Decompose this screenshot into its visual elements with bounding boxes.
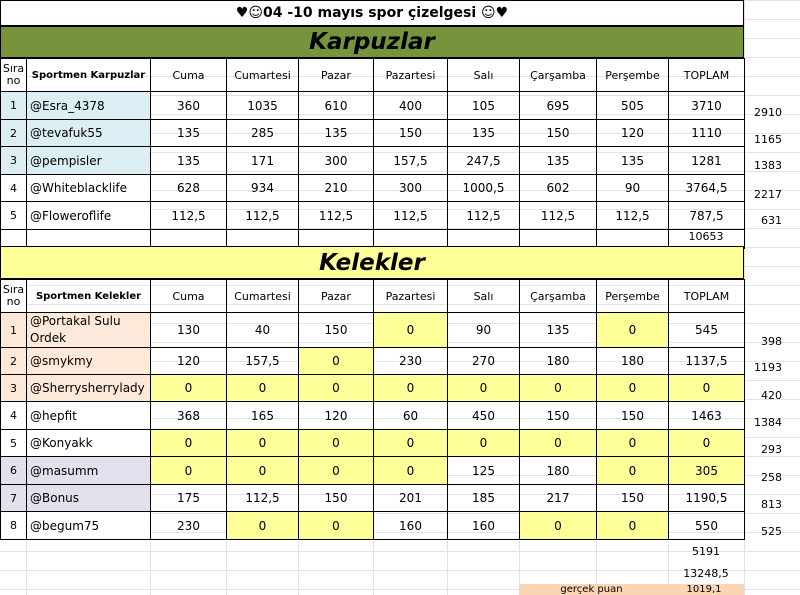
score-cell[interactable]: 185	[448, 485, 520, 512]
table-row	[1, 202, 745, 230]
score-cell[interactable]: 160	[374, 512, 448, 540]
kelekler-header-row	[1, 280, 745, 313]
score-cell[interactable]: 1137,5	[669, 348, 745, 375]
side-value: 1193	[754, 361, 782, 374]
day-header: Cuma	[151, 280, 227, 313]
score-cell[interactable]: 0	[299, 348, 374, 375]
score-cell[interactable]: 150	[520, 402, 597, 430]
score-cell[interactable]: 150	[374, 120, 448, 147]
score-cell[interactable]: 120	[151, 348, 227, 375]
score-cell[interactable]: 112,5	[227, 485, 299, 512]
side-value: 2217	[754, 188, 782, 201]
score-cell[interactable]: 60	[374, 402, 448, 430]
score-cell[interactable]: 610	[299, 92, 374, 120]
sportmen-name: @Whiteblacklife	[27, 175, 151, 202]
day-header: Çarşamba	[520, 59, 597, 92]
score-cell[interactable]: 0	[520, 512, 597, 540]
day-header: Cumartesi	[227, 280, 299, 313]
score-cell[interactable]: 120	[597, 120, 669, 147]
row-number: 3	[1, 375, 27, 402]
score-cell[interactable]: 217	[520, 485, 597, 512]
score-cell[interactable]: 112,5	[151, 202, 227, 230]
table-row	[1, 313, 745, 348]
row-number: 1	[1, 313, 27, 348]
score-cell[interactable]: 0	[597, 512, 669, 540]
score-cell[interactable]: 210	[299, 175, 374, 202]
sportmen-name: @smykmy	[27, 348, 151, 375]
score-cell[interactable]: 0	[448, 375, 520, 402]
side-value: 2910	[754, 106, 782, 119]
table-row	[1, 147, 745, 175]
score-cell[interactable]: 0	[227, 375, 299, 402]
score-cell[interactable]: 0	[151, 375, 227, 402]
sheet-title: ♥☺04 -10 mayıs spor çizelgesi ☺♥	[0, 0, 744, 26]
score-cell[interactable]: 0	[227, 512, 299, 540]
day-header: Cumartesi	[227, 59, 299, 92]
score-cell[interactable]: 1190,5	[669, 485, 745, 512]
score-cell[interactable]: 505	[597, 92, 669, 120]
row-number: 2	[1, 348, 27, 375]
score-cell[interactable]: 695	[520, 92, 597, 120]
score-cell[interactable]: 3764,5	[669, 175, 745, 202]
score-cell[interactable]: 150	[520, 120, 597, 147]
score-cell[interactable]: 0	[597, 313, 669, 348]
score-cell[interactable]: 0	[448, 430, 520, 457]
score-cell[interactable]: 545	[669, 313, 745, 348]
score-cell[interactable]: 1463	[669, 402, 745, 430]
score-cell[interactable]: 0	[597, 430, 669, 457]
sportmen-name: @Konyakk	[27, 430, 151, 457]
score-cell[interactable]: 157,5	[227, 348, 299, 375]
sportmen-name: @pempisler	[27, 147, 151, 175]
sportmen-name: @masumm	[27, 457, 151, 485]
day-header: Pazar	[299, 59, 374, 92]
side-value: 1384	[754, 416, 782, 429]
score-cell[interactable]: 90	[597, 175, 669, 202]
score-cell[interactable]: 0	[374, 375, 448, 402]
karpuzlar-grand-total: 10653	[688, 230, 724, 243]
table-row	[1, 485, 745, 512]
score-cell[interactable]: 135	[448, 120, 520, 147]
score-cell[interactable]: 175	[151, 485, 227, 512]
day-header: Salı	[448, 280, 520, 313]
sportmen-name: @Esra_4378	[27, 92, 151, 120]
score-cell[interactable]: 360	[151, 92, 227, 120]
score-cell[interactable]: 130	[151, 313, 227, 348]
score-cell[interactable]: 602	[520, 175, 597, 202]
score-cell[interactable]: 368	[151, 402, 227, 430]
row-number: 5	[1, 202, 27, 230]
score-cell[interactable]: 180	[597, 348, 669, 375]
row-number: 4	[1, 402, 27, 430]
score-cell[interactable]: 135	[299, 120, 374, 147]
row-number: 2	[1, 120, 27, 147]
day-header: TOPLAM	[669, 59, 745, 92]
score-cell[interactable]: 400	[374, 92, 448, 120]
score-cell[interactable]: 305	[669, 457, 745, 485]
sportmen-name: @hepfit	[27, 402, 151, 430]
score-cell[interactable]: 112,5	[448, 202, 520, 230]
table-row	[1, 375, 745, 402]
day-header: Perşembe	[597, 280, 669, 313]
score-cell[interactable]: 150	[299, 485, 374, 512]
score-cell[interactable]: 125	[448, 457, 520, 485]
score-cell[interactable]: 1000,5	[448, 175, 520, 202]
score-cell[interactable]: 1035	[227, 92, 299, 120]
day-header: Çarşamba	[520, 280, 597, 313]
score-cell[interactable]: 135	[520, 147, 597, 175]
score-cell[interactable]: 628	[151, 175, 227, 202]
karpuzlar-name-header: Sportmen Karpuzlar	[27, 59, 151, 92]
score-cell[interactable]: 150	[597, 485, 669, 512]
karpuzlar-table	[0, 58, 745, 249]
score-cell[interactable]: 3710	[669, 92, 745, 120]
sira-no-header: Sıra no	[1, 280, 27, 313]
row-number: 8	[1, 512, 27, 540]
table-row	[1, 402, 745, 430]
score-cell[interactable]: 0	[669, 430, 745, 457]
score-cell[interactable]: 135	[597, 147, 669, 175]
day-header: Salı	[448, 59, 520, 92]
score-cell[interactable]: 0	[227, 430, 299, 457]
kelekler-band	[0, 246, 744, 279]
side-value: 1165	[754, 133, 782, 146]
score-cell[interactable]: 230	[374, 348, 448, 375]
kelekler-title: Kelekler	[319, 249, 425, 276]
table-row	[1, 430, 745, 457]
score-cell[interactable]: 270	[448, 348, 520, 375]
score-cell[interactable]: 112,5	[374, 202, 448, 230]
score-cell[interactable]: 247,5	[448, 147, 520, 175]
score-cell[interactable]: 0	[299, 375, 374, 402]
side-value: 813	[761, 498, 782, 511]
score-cell[interactable]: 171	[227, 147, 299, 175]
table-row	[1, 120, 745, 147]
row-number: 7	[1, 485, 27, 512]
kelekler-table	[0, 279, 745, 540]
score-cell[interactable]: 450	[448, 402, 520, 430]
day-header: Perşembe	[597, 59, 669, 92]
score-cell[interactable]: 112,5	[597, 202, 669, 230]
score-cell[interactable]: 0	[520, 375, 597, 402]
score-cell[interactable]: 0	[597, 457, 669, 485]
day-header: TOPLAM	[669, 280, 745, 313]
score-cell[interactable]: 550	[669, 512, 745, 540]
score-cell[interactable]: 934	[227, 175, 299, 202]
side-value: 258	[761, 471, 782, 484]
row-number: 5	[1, 430, 27, 457]
table-row	[1, 175, 745, 202]
score-cell[interactable]: 787,5	[669, 202, 745, 230]
score-cell[interactable]: 1281	[669, 147, 745, 175]
table-row	[1, 348, 745, 375]
score-cell[interactable]: 40	[227, 313, 299, 348]
score-cell[interactable]: 300	[374, 175, 448, 202]
score-cell[interactable]: 285	[227, 120, 299, 147]
score-cell[interactable]: 201	[374, 485, 448, 512]
karpuzlar-band	[0, 26, 744, 58]
score-cell[interactable]: 0	[151, 430, 227, 457]
day-header: Cuma	[151, 59, 227, 92]
score-cell[interactable]: 112,5	[299, 202, 374, 230]
karpuzlar-title: Karpuzlar	[309, 29, 435, 55]
score-cell[interactable]: 0	[374, 430, 448, 457]
sportmen-name: @Portakal Sulu Ordek	[27, 313, 151, 348]
score-cell[interactable]: 105	[448, 92, 520, 120]
kelekler-name-header: Sportmen Kelekler	[27, 280, 151, 313]
table-row	[1, 92, 745, 120]
score-cell[interactable]: 0	[374, 457, 448, 485]
score-cell[interactable]: 120	[299, 402, 374, 430]
sportmen-name: @tevafuk55	[27, 120, 151, 147]
day-header: Pazar	[299, 280, 374, 313]
score-cell[interactable]: 0	[374, 313, 448, 348]
score-cell[interactable]: 180	[520, 348, 597, 375]
side-value: 1383	[754, 159, 782, 172]
score-cell[interactable]: 300	[299, 147, 374, 175]
row-number: 3	[1, 147, 27, 175]
score-cell[interactable]: 1110	[669, 120, 745, 147]
day-header: Pazartesi	[374, 59, 448, 92]
score-cell[interactable]: 150	[597, 402, 669, 430]
score-cell[interactable]: 0	[299, 457, 374, 485]
side-value: 420	[761, 389, 782, 402]
gercek-puan-value: 1019,1	[664, 584, 744, 595]
row-number: 1	[1, 92, 27, 120]
score-cell[interactable]: 157,5	[374, 147, 448, 175]
score-cell[interactable]: 0	[669, 375, 745, 402]
score-cell[interactable]: 160	[448, 512, 520, 540]
score-cell[interactable]: 150	[299, 313, 374, 348]
score-cell[interactable]: 165	[227, 402, 299, 430]
score-cell[interactable]: 90	[448, 313, 520, 348]
score-cell[interactable]: 0	[299, 512, 374, 540]
score-cell[interactable]: 135	[151, 147, 227, 175]
gercek-puan-label: gerçek puan	[519, 584, 664, 595]
score-cell[interactable]: 135	[520, 313, 597, 348]
kelekler-grand-total: 5191	[692, 545, 720, 558]
score-cell[interactable]: 0	[151, 457, 227, 485]
overall-grand-total: 13248,5	[683, 567, 729, 580]
side-value: 525	[761, 525, 782, 538]
sportmen-name: @Bonus	[27, 485, 151, 512]
sportmen-name: @begum75	[27, 512, 151, 540]
score-cell[interactable]: 0	[299, 430, 374, 457]
row-number: 4	[1, 175, 27, 202]
row-number: 6	[1, 457, 27, 485]
sportmen-name: @Sherrysherrylady	[27, 375, 151, 402]
karpuzlar-header-row	[1, 59, 745, 92]
score-cell[interactable]: 0	[227, 457, 299, 485]
sportmen-name: @Floweroflife	[27, 202, 151, 230]
sira-no-header: Sıra no	[1, 59, 27, 92]
day-header: Pazartesi	[374, 280, 448, 313]
score-cell[interactable]: 135	[151, 120, 227, 147]
side-value: 293	[761, 443, 782, 456]
score-cell[interactable]: 180	[520, 457, 597, 485]
table-row	[1, 512, 745, 540]
side-value: 398	[761, 335, 782, 348]
side-value: 631	[761, 214, 782, 227]
table-row	[1, 457, 745, 485]
score-cell[interactable]: 112,5	[227, 202, 299, 230]
score-cell[interactable]: 112,5	[520, 202, 597, 230]
score-cell[interactable]: 0	[597, 375, 669, 402]
score-cell[interactable]: 0	[520, 430, 597, 457]
score-cell[interactable]: 230	[151, 512, 227, 540]
